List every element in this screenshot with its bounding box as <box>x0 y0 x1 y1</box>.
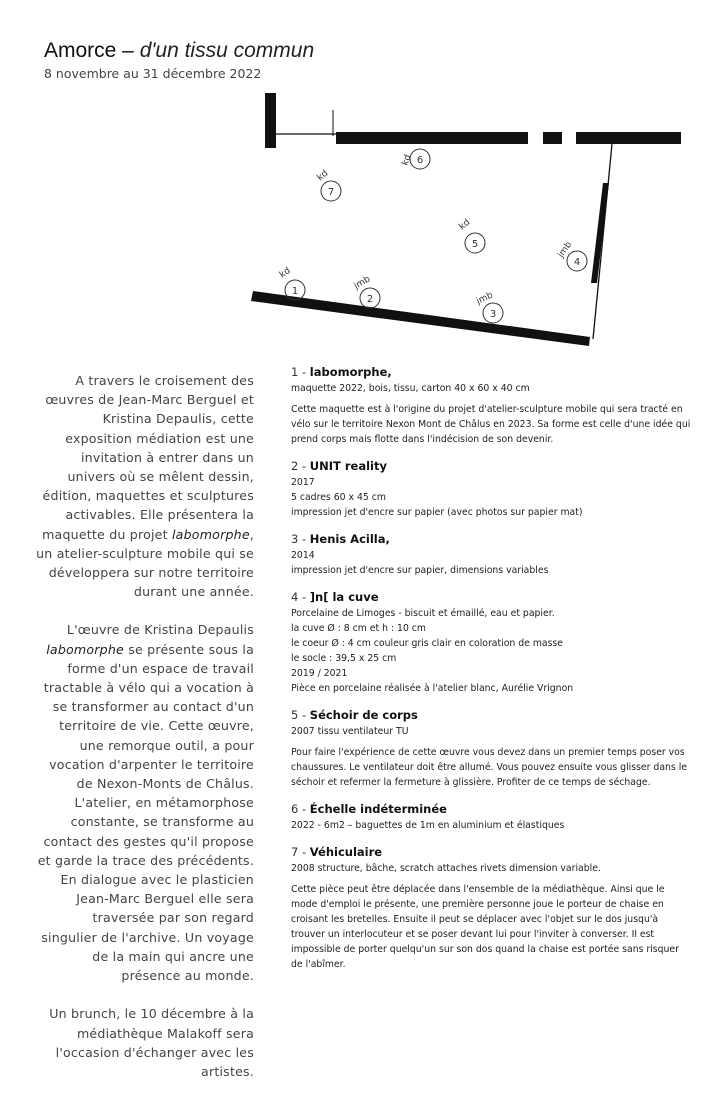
title-subtitle: d'un tissu commun <box>139 39 315 62</box>
wall-top-main <box>336 132 528 144</box>
work-detail: Porcelaine de Limoges - biscuit et émaillé, eau et papier. <box>291 608 555 619</box>
work-name: Séchoir de corps <box>309 708 418 722</box>
work-item <box>291 531 691 578</box>
work-detail: maquette 2022, bois, tissu, carton 40 x 60 x 40 cm <box>291 383 530 394</box>
marker-1 <box>278 266 305 300</box>
page-header <box>44 38 314 81</box>
marker-number: 5 <box>471 239 479 250</box>
work-item <box>291 707 691 790</box>
work-title <box>291 707 691 724</box>
wall-left-segment <box>265 93 276 148</box>
page-title <box>44 38 314 64</box>
marker-6 <box>400 149 430 169</box>
work-item <box>291 844 691 972</box>
marker-3 <box>474 290 503 323</box>
work-title <box>291 531 691 548</box>
work-name: ]n[ la cuve <box>309 590 379 604</box>
work-detail: 2007 tissu ventilateur TU <box>291 726 409 737</box>
work-number: 6 - <box>291 802 307 816</box>
work-item <box>291 589 691 696</box>
marker-tag: jmb <box>475 290 495 307</box>
work-number: 5 - <box>291 708 307 722</box>
work-name: labomorphe, <box>309 365 392 379</box>
work-item <box>291 364 691 447</box>
marker-2 <box>352 274 380 308</box>
exhibition-dates: 8 novembre au 31 décembre 2022 <box>44 66 262 81</box>
work-name: Henis Acilla, <box>309 532 390 546</box>
work-detail: 2014 <box>291 550 315 561</box>
work-detail: impression jet d'encre sur papier (avec photos sur papier mat) <box>291 507 583 518</box>
work-detail: Pièce en porcelaine réalisée à l'atelier blanc, Aurélie Vrignon <box>291 683 574 694</box>
marker-4 <box>556 240 587 271</box>
intro-p1-end: , un atelier-sculpture mobile qui se développera sur notre territoire durant une année. <box>36 526 254 600</box>
wall-top-segment <box>543 132 562 144</box>
marker-tag: kd <box>400 153 414 168</box>
intro-p1-emphasis: labomorphe <box>171 526 250 542</box>
marker-tag: kd <box>315 168 331 184</box>
work-title <box>291 844 691 861</box>
work-item <box>291 801 691 833</box>
intro-paragraph-3: Un brunch, le 10 décembre à la médiathèque Malakoff sera l'occasion d'échanger avec les artistes. <box>49 1006 254 1079</box>
work-detail: le coeur Ø : 4 cm couleur gris clair en coloration de masse <box>291 638 563 649</box>
work-title <box>291 801 691 818</box>
work-detail: 5 cadres 60 x 45 cm <box>291 492 386 503</box>
intro-p2-start: L'œuvre de Kristina Depaulis <box>66 622 254 638</box>
work-title <box>291 589 691 606</box>
intro-paragraph-1 <box>34 371 254 601</box>
intro-p2-text: se présente sous la forme d'un espace de travail tractable à vélo qui a vocation à se transformer au contact d'un territoire de vie. Cette œuvre, une remorque outil, a pour vocation d'arpenter le territoire de Nexon-Monts de Châlus. L'atelier, en métamorphose constante, se transforme au contact des gestes qu'il propose et garde la trace des précédents. En dialogue avec le plasticien Jean-Marc Berguel elle sera traversée par son regard singulier de l'archive. Un voyage de la main qui ancre une présence au monde. <box>37 641 254 984</box>
work-number: 2 - <box>291 459 307 473</box>
wall-bottom <box>251 291 590 346</box>
work-detail: 2008 structure, bâche, scratch attaches rivets dimension variable. <box>291 863 601 874</box>
intro-p1-text: A travers le croisement des œuvres de Jean-Marc Berguel et Kristina Depaulis, cette exposition médiation est une invitation à entrer dans un univers où se mêlent dessin, édition, maquettes et sculptures activables. Elle présentera la maquette du projet <box>42 373 254 542</box>
marker-tag: jmb <box>556 240 575 260</box>
work-item <box>291 458 691 520</box>
work-description: Cette pièce peut être déplacée dans l'ensemble de la médiathèque. Ainsi que le mode d'emploi le présente, une première personne joue le porteur de chaise en croisant les bretelles. Ensuite il peut se déplacer avec l'objet sur le dos jusqu'à trouver un interlocuteur et se poser devant lui pour l'inviter à converser. Il est impossible de porter quelqu'un sur son dos quand la chaise est portée sans risquer de l'abîmer. <box>291 884 679 970</box>
marker-number: 4 <box>573 257 581 268</box>
intro-p2-emphasis: labomorphe <box>46 641 125 657</box>
work-description: Pour faire l'expérience de cette œuvre vous devez dans un premier temps poser vos chaussures. Le ventilateur doit être allumé. Vous pouvez ensuite vous glisser dans le séchoir et refermer la fermeture à glissière. Profiter de ce temps de séchage. <box>291 747 688 788</box>
marker-tag: kd <box>277 265 293 281</box>
work-number: 1 - <box>291 365 307 379</box>
title-main: Amorce – <box>44 39 134 62</box>
work-detail: 2019 / 2021 <box>291 668 348 679</box>
marker-number: 7 <box>327 187 335 198</box>
work-number: 3 - <box>291 532 307 546</box>
work-name: Échelle indéterminée <box>309 802 447 816</box>
marker-tag: jmb <box>352 274 373 292</box>
work-detail: le socle : 39,5 x 25 cm <box>291 653 397 664</box>
intro-text <box>34 371 254 1100</box>
work-detail: 2017 <box>291 477 315 488</box>
work-name: UNIT reality <box>309 459 387 473</box>
marker-7 <box>316 169 341 201</box>
work-name: Véhiculaire <box>309 845 383 859</box>
work-detail: 2022 - 6m2 – baguettes de 1m en aluminium et élastiques <box>291 820 565 831</box>
work-detail: impression jet d'encre sur papier, dimensions variables <box>291 565 549 576</box>
work-number: 7 - <box>291 845 307 859</box>
marker-number: 1 <box>291 286 299 297</box>
wall-top-right <box>576 132 681 144</box>
work-title <box>291 458 691 475</box>
work-detail: la cuve Ø : 8 cm et h : 10 cm <box>291 623 426 634</box>
marker-tag: kd <box>457 217 473 233</box>
wall-right-edge <box>593 144 612 339</box>
work-number: 4 - <box>291 590 307 604</box>
marker-5 <box>458 218 485 253</box>
works-list <box>291 364 691 983</box>
marker-number: 6 <box>416 155 424 166</box>
marker-number: 2 <box>366 294 374 305</box>
work-title <box>291 364 691 381</box>
marker-number: 3 <box>489 309 497 320</box>
floor-plan <box>240 88 690 348</box>
intro-paragraph-2 <box>34 620 254 985</box>
work-description: Cette maquette est à l'origine du projet d'atelier-sculpture mobile qui sera tracté en vélo sur le territoire Nexon Mont de Châlus en 2023. Sa forme est celle d'une idée qui prend corps mais flotte dans l'indécision de son devenir. <box>291 404 691 445</box>
